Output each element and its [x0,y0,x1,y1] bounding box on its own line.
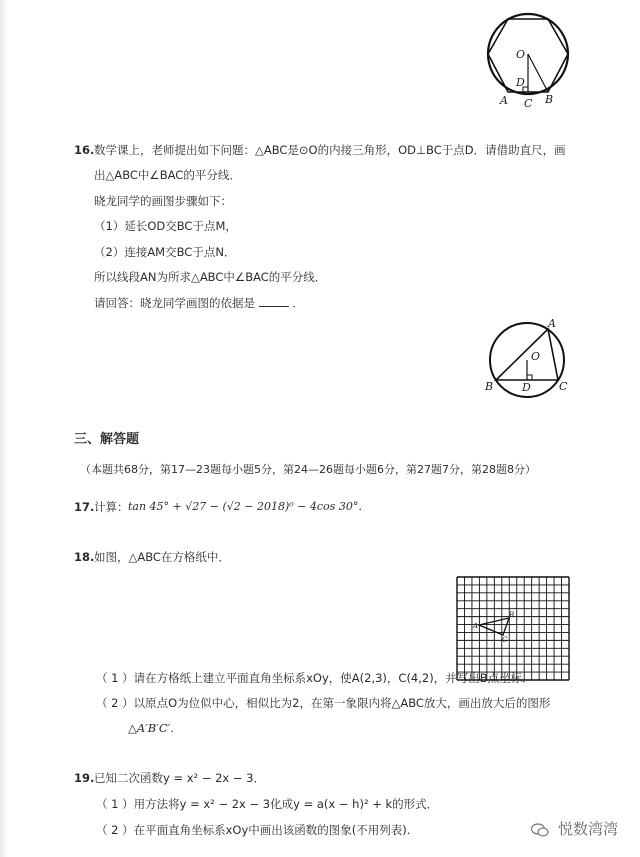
q18-part2-cont: △A′B′C′． [128,721,182,735]
label-C: C [524,97,533,110]
q16-line4: 所以线段AN为所求△ABC中∠BAC的平分线． [94,270,327,284]
grid-paper [457,577,569,680]
label-O: O [531,350,541,363]
section-title: 三、解答题 [74,432,140,447]
q16-step1: （1）延长OD交BC于点M， [94,219,237,233]
label-B: B [545,93,554,106]
figure-hexagon-circle [480,10,580,110]
section-note: （本题共68分，第17—23题每小题5分，第24—26题每小题6分，第27题7分，第28题8分） [80,463,536,476]
q16-line3: 晓龙同学的画图步骤如下： [94,194,232,208]
label-O: O [516,48,526,61]
label-A: A [548,317,556,330]
q16-line5-end: ． [292,296,304,310]
q18-text: 如图，△ABC在方格纸中． [94,550,230,564]
grid-label-B: B [509,611,515,619]
page-edge-shadow [0,0,8,857]
q16-line2: 出△ABC中∠BAC的平分线． [94,168,241,182]
label-A: A [500,94,508,107]
q16-line5 [94,295,304,311]
figure-triangle-circle [480,315,580,400]
q17-prefix: 计算： [94,500,129,514]
grid-label-C: C [502,636,508,644]
answer-blank [259,295,289,307]
q17-expression: tan 45° + √27 − (√2 − 2018)⁰ − 4cos 30°． [128,500,370,513]
label-C: C [559,380,568,393]
q18-number: 18. [74,550,95,564]
q19-part2: （ 2 ）在平面直角坐标系xOy中画出该函数的图象(不用列表). [96,823,411,837]
q16-step2: （2）连接AM交BC于点N． [94,245,236,259]
watermark [531,818,618,839]
q19-text: 已知二次函数y = x² − 2x − 3． [94,771,265,785]
label-B: B [485,380,494,393]
q16-number: 16. [74,143,95,157]
wechat-icon [531,823,549,837]
q16-line1: 数学课上，老师提出如下问题：△ABC是⊙O的内接三角形，OD⊥BC于点D．请借助直尺，画 [94,143,566,157]
q16-line5-text: 请回答：晓龙同学画图的依据是 [94,296,255,310]
q18-part1: （ 1 ）请在方格纸上建立平面直角坐标系xOy，使A(2,3)，C(4,2)，并写出B点坐标． [96,671,534,685]
label-D: D [522,381,531,394]
watermark-text: 悦数湾湾 [557,820,618,838]
q18-part2: （ 2 ）以原点O为位似中心，相似比为2，在第一象限内将△ABC放大，画出放大后的图形 [96,696,551,710]
grid-label-A: A [473,622,479,630]
q17-number: 17. [74,500,95,514]
q19-number: 19. [74,771,95,785]
q19-part1: （ 1 ）用方法将y = x² − 2x − 3化成y = a(x − h)² + k的形式． [96,797,439,811]
label-D: D [516,76,525,89]
